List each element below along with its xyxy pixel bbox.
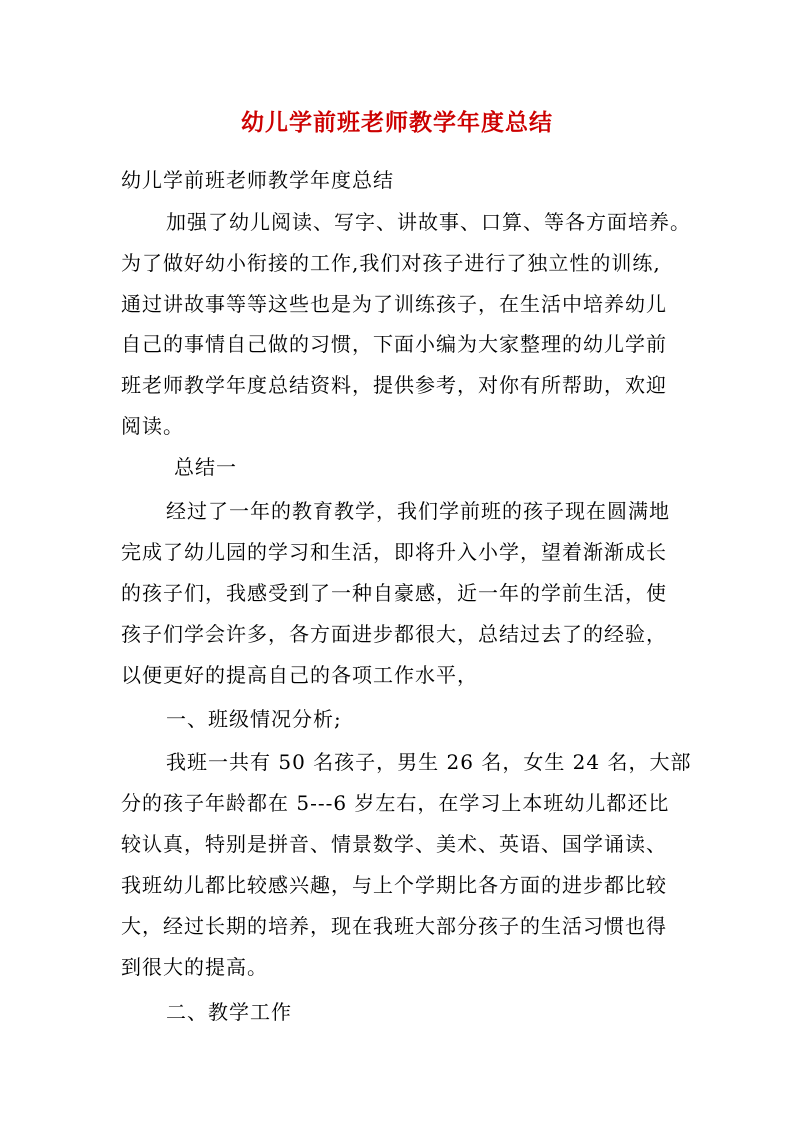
document-subtitle: 幼儿学前班老师教学年度总结 xyxy=(121,168,394,192)
intro-line: 班老师教学年度总结资料，提供参考，对你有所帮助，欢迎 xyxy=(121,373,667,397)
intro-line: 通过讲故事等等这些也是为了训练孩子，在生活中培养幼儿 xyxy=(121,292,667,316)
class-analysis-line: 较认真，特别是拼音、情景数学、美术、英语、国学诵读、 xyxy=(121,832,667,856)
summary-line: 孩子们学会许多，各方面进步都很大，总结过去了的经验， xyxy=(121,622,667,646)
summary-line: 经过了一年的教育教学，我们学前班的孩子现在圆满地 xyxy=(166,499,670,523)
class-analysis-line: 分的孩子年龄都在 5---6 岁左右，在学习上本班幼儿都还比 xyxy=(121,791,670,815)
summary-line: 完成了幼儿园的学习和生活，即将升入小学，望着渐渐成长 xyxy=(121,540,667,564)
teaching-work-heading: 二、教学工作 xyxy=(166,1000,292,1024)
intro-line: 为了做好幼小衔接的工作,我们对孩子进行了独立性的训练, xyxy=(121,251,661,275)
class-analysis-line: 到很大的提高。 xyxy=(121,955,268,979)
class-analysis-line: 我班幼儿都比较感兴趣，与上个学期比各方面的进步都比较 xyxy=(121,873,667,897)
document-title: 幼儿学前班老师教学年度总结 xyxy=(241,109,553,136)
intro-line: 加强了幼儿阅读、写字、讲故事、口算、等各方面培养。 xyxy=(166,210,691,234)
section-heading: 总结一 xyxy=(174,455,237,479)
class-analysis-line: 我班一共有 50 名孩子，男生 26 名，女生 24 名，大部 xyxy=(166,750,692,774)
summary-line: 以便更好的提高自己的各项工作水平， xyxy=(121,663,478,687)
intro-line: 自己的事情自己做的习惯，下面小编为大家整理的幼儿学前 xyxy=(121,332,667,356)
class-analysis-line: 大，经过长期的培养，现在我班大部分孩子的生活习惯也得 xyxy=(121,914,667,938)
summary-line: 的孩子们，我感受到了一种自豪感，近一年的学前生活，使 xyxy=(121,581,667,605)
class-analysis-heading: 一、班级情况分析; xyxy=(166,707,342,731)
intro-line: 阅读。 xyxy=(121,414,184,438)
